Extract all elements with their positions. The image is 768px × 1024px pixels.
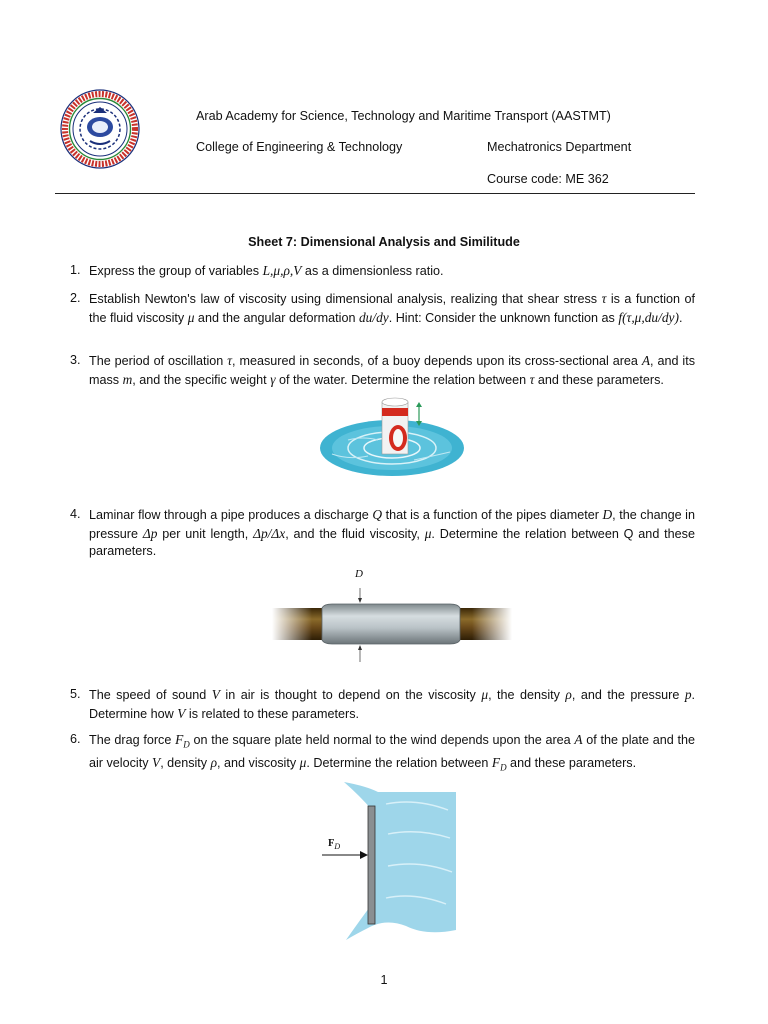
course-code: Course code: ME 362 [487,172,609,186]
question-number: 3. [70,353,81,367]
department-name: Mechatronics Department [487,140,632,154]
question-number: 6. [70,732,81,746]
header-divider [55,193,695,194]
question-2: 2. Establish Newton's law of viscosity using dimensional analysis, realizing that shear stress τ is a function of the fluid viscosity μ and the angular deformation du/dy. Hint: Consider the unknown function as f(τ,μ,du/dy). [70,291,695,325]
question-4: 4. Laminar flow through a pipe produces a discharge Q that is a function of the pipes diameter D, the change in pressure Δp per unit length, Δp/Δx, and the fluid viscosity, μ. Determine the relation between Q and these parameters. [70,507,695,558]
buoy-figure [318,394,468,480]
question-number: 1. [70,263,81,277]
question-5: 5. The speed of sound V in air is thought to depend on the viscosity μ, the density ρ, and the pressure p. Determine how V is related to these parameters. [70,687,696,721]
sheet-title: Sheet 7: Dimensional Analysis and Similitude [248,235,520,249]
aastmt-logo [60,89,140,169]
question-number: 5. [70,687,81,701]
page-number: 1 [380,973,388,987]
drag-plate-figure [316,780,456,944]
question-number: 4. [70,507,81,521]
pipe-figure [272,568,512,664]
pipe-diameter-label: D [355,568,363,580]
question-6: 6. The drag force $F_D$ on the square plate held normal to the wind depends upon the area A of the plate and the air velocity V, density ρ, and viscosity μ. Determine the relation between $F_D$ and these parameters. [70,732,695,773]
question-3: 3. The period of oscillation τ, measured in seconds, of a buoy depends upon its cross-sectional area A, and its mass m, and the specific weight γ of the water. Determine the relation between τ and these parameters. [70,353,695,387]
institution-name: Arab Academy for Science, Technology and Maritime Transport (AASTMT) [196,109,611,123]
drag-force-label: $F_D$ [328,838,341,852]
college-name: College of Engineering & Technology [196,140,403,154]
question-number: 2. [70,291,81,305]
question-1: 1. Express the group of variables L,μ,ρ,V as a dimensionless ratio. [70,263,444,278]
